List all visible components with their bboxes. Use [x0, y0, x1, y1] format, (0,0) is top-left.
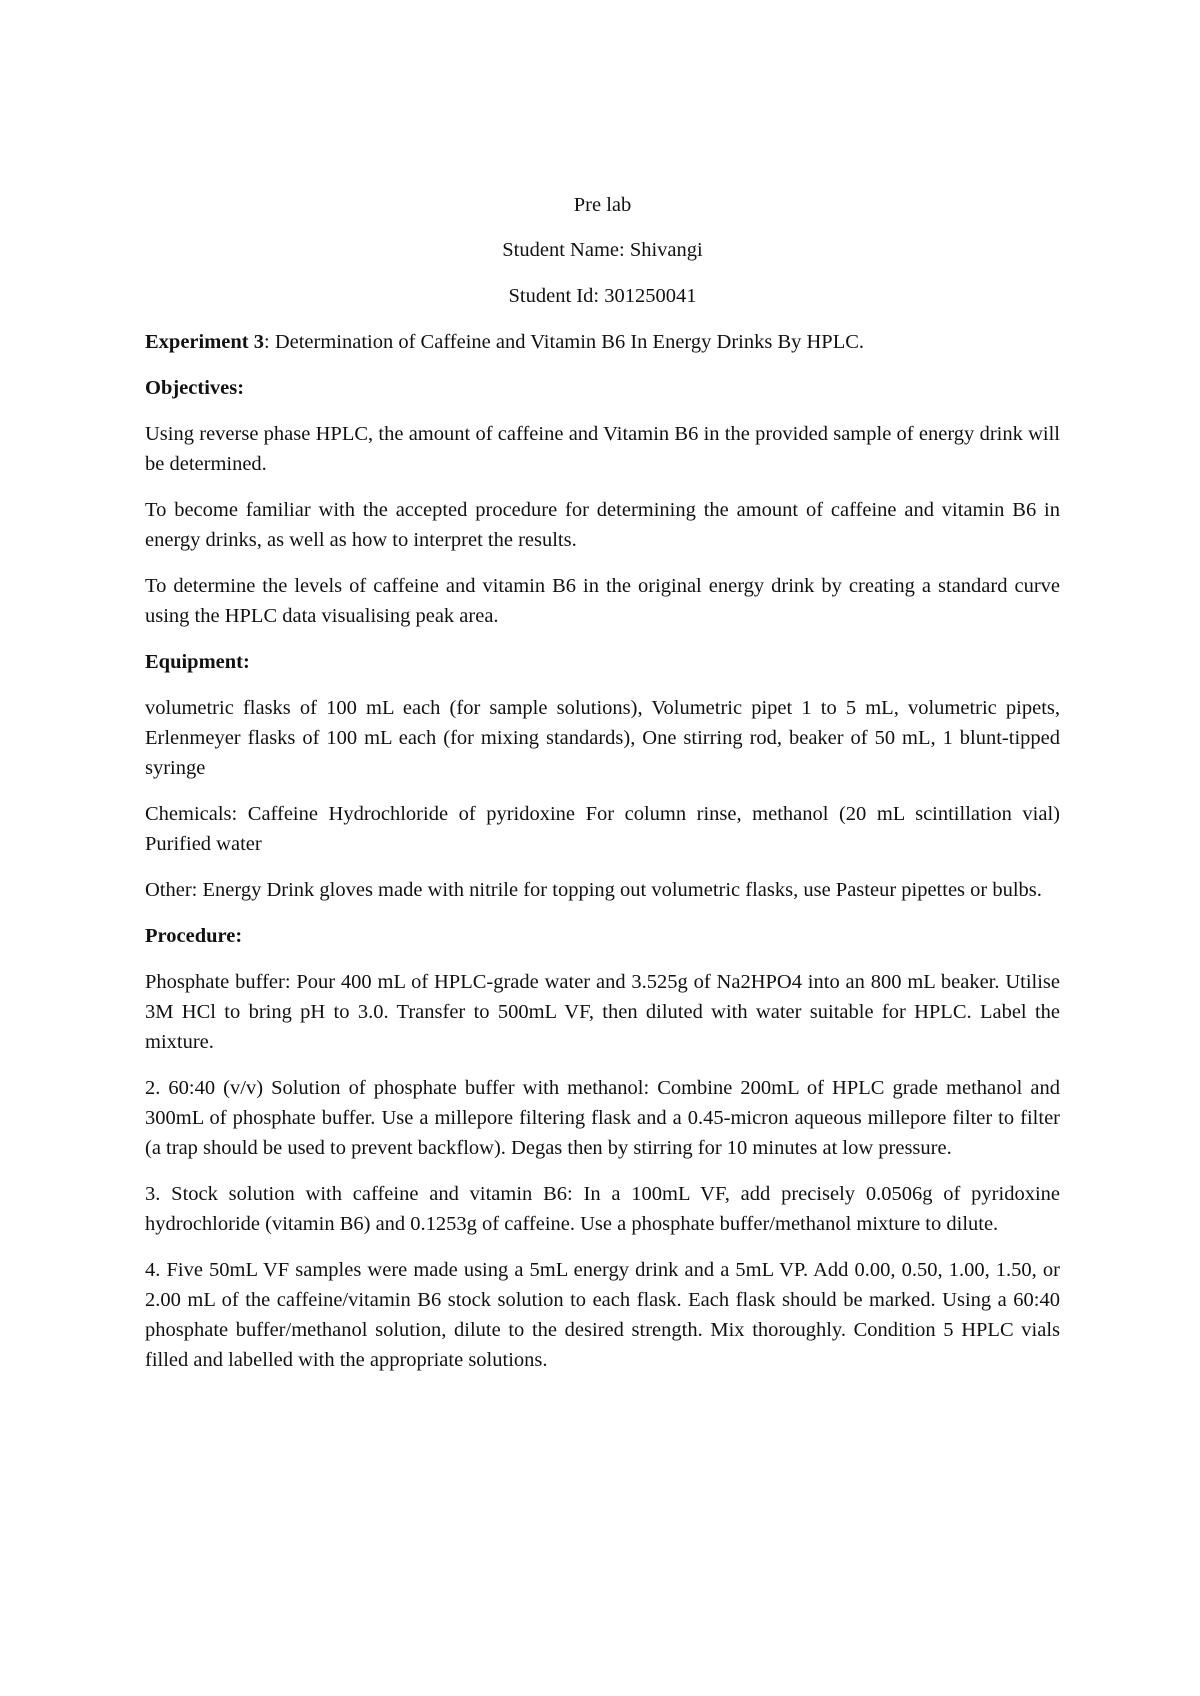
student-id: Student Id: 301250041: [508, 285, 697, 307]
procedure-step: 3. Stock solution with caffeine and vitamin B6: In a 100mL VF, add precisely 0.0506g of pyridoxine hydrochloride (vitamin B6) and 0.1253g of caffeine. Use a phosphate buffer/methanol mixture to dilute.: [145, 1183, 1060, 1235]
experiment-label: Experiment 3: [145, 331, 264, 353]
equipment-heading: Equipment:: [145, 651, 250, 673]
objective-paragraph: Using reverse phase HPLC, the amount of caffeine and Vitamin B6 in the provided sample of energy drink will be determined.: [145, 423, 1060, 475]
student-name: Student Name: Shivangi: [502, 239, 703, 261]
document-content: [145, 190, 1060, 1391]
other-list: Other: Energy Drink gloves made with nitrile for topping out volumetric flasks, use Pasteur pipettes or bulbs.: [145, 879, 1042, 901]
procedure-step: 2. 60:40 (v/v) Solution of phosphate buffer with methanol: Combine 200mL of HPLC grade methanol and 300mL of phosphate buffer. Use a millepore filtering flask and a 0.45-micron aqueous millepore filter to filter (a trap should be used to prevent backflow). Degas then by stirring for 10 minutes at low pressure.: [145, 1077, 1060, 1159]
procedure-step: 4. Five 50mL VF samples were made using a 5mL energy drink and a 5mL VP. Add 0.00, 0.50, 1.00, 1.50, or 2.00 mL of the caffeine/vitamin B6 stock solution to each flask. Each flask should be marked. Using a 60:40 phosphate buffer/methanol solution, dilute to the desired strength. Mix thoroughly. Condition 5 HPLC vials filled and labelled with the appropriate solutions.: [145, 1259, 1060, 1371]
experiment-line: [145, 327, 1060, 357]
procedure-step: Phosphate buffer: Pour 400 mL of HPLC-grade water and 3.525g of Na2HPO4 into an 800 mL beaker. Utilise 3M HCl to bring pH to 3.0. Transfer to 500mL VF, then diluted with water suitable for HPLC. Label the mixture.: [145, 971, 1060, 1053]
procedure-heading: Procedure:: [145, 925, 243, 947]
objectives-heading: Objectives:: [145, 377, 245, 399]
objective-paragraph: To determine the levels of caffeine and vitamin B6 in the original energy drink by creating a standard curve using the HPLC data visualising peak area.: [145, 575, 1060, 627]
equipment-list: volumetric flasks of 100 mL each (for sample solutions), Volumetric pipet 1 to 5 mL, volumetric pipets, Erlenmeyer flasks of 100 mL each (for mixing standards), One stirring rod, beaker of 50 mL, 1 blunt-tipped syringe: [145, 697, 1060, 779]
experiment-text: : Determination of Caffeine and Vitamin B6 In Energy Drinks By HPLC.: [264, 331, 865, 353]
objective-paragraph: To become familiar with the accepted procedure for determining the amount of caffeine and vitamin B6 in energy drinks, as well as how to interpret the results.: [145, 499, 1060, 551]
document-title: Pre lab: [573, 194, 632, 216]
chemicals-list: Chemicals: Caffeine Hydrochloride of pyridoxine For column rinse, methanol (20 mL scintillation vial) Purified water: [145, 803, 1060, 855]
